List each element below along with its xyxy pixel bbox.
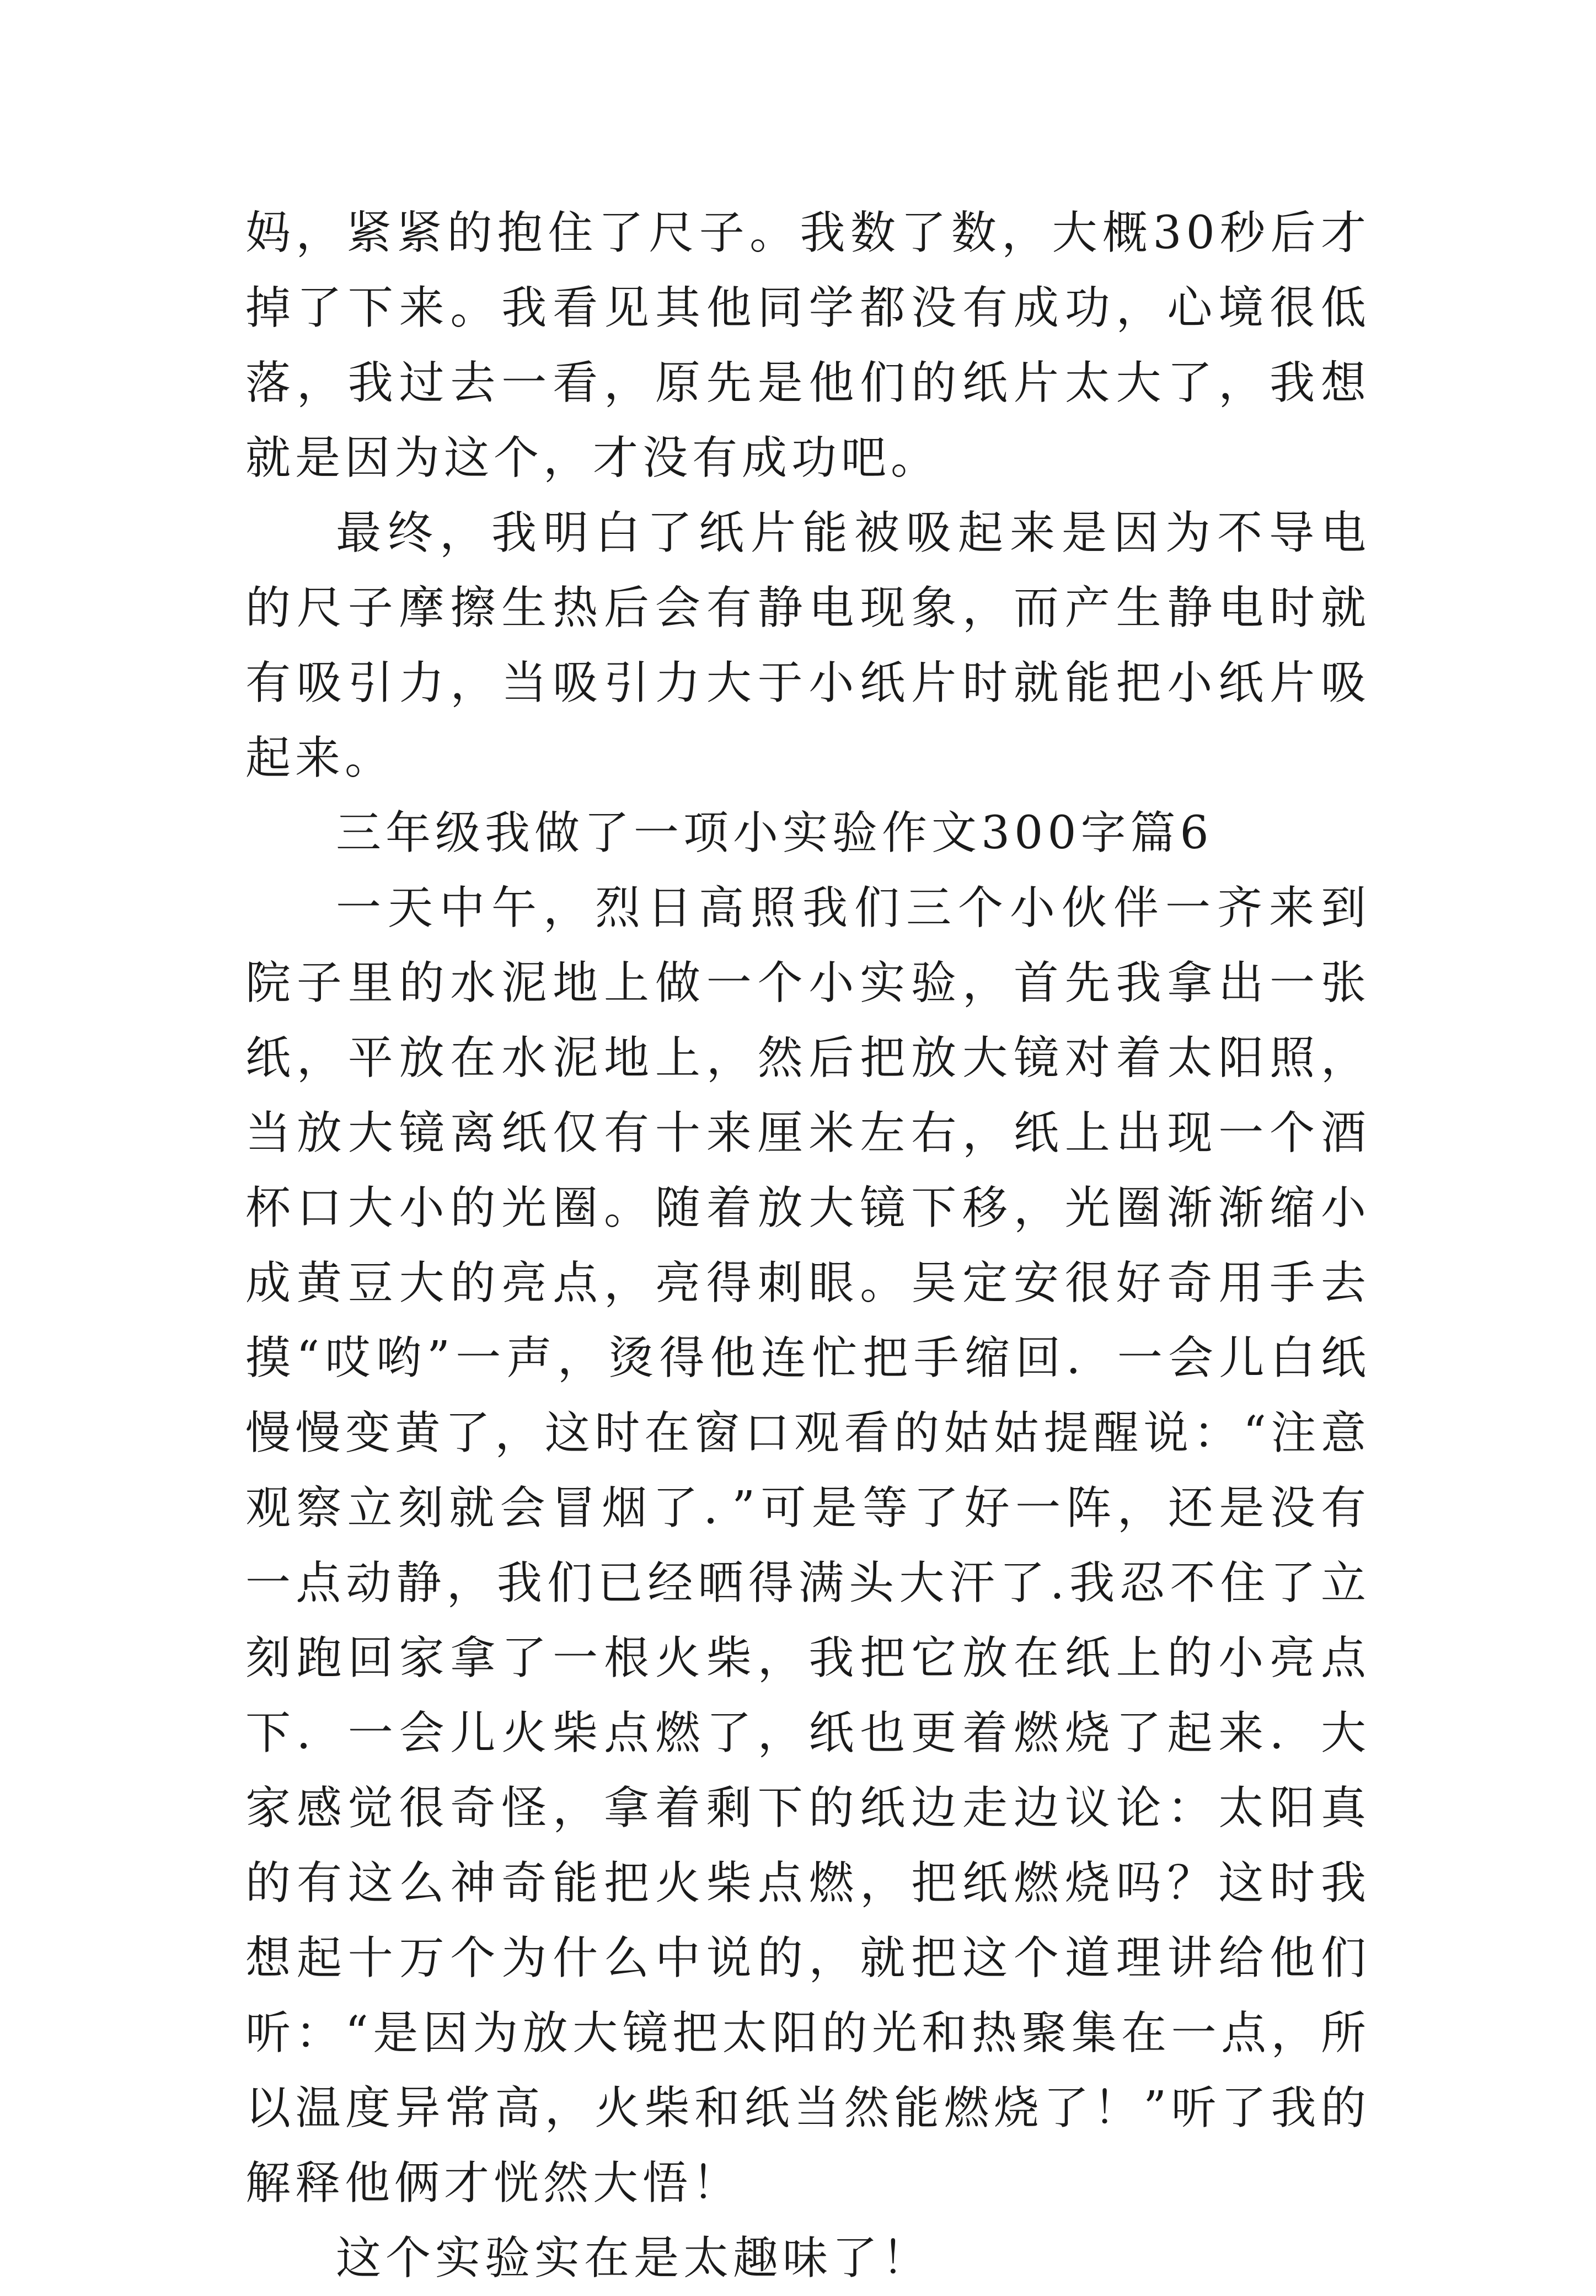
document-body <box>245 196 1370 2296</box>
paragraph-experiment: 一天中午，烈日高照我们三个小伙伴一齐来到院子里的水泥地上做一个小实验，首先我拿出一张纸，平放在水泥地上，然后把放大镜对着太阳照，当放大镜离纸仅有十来厘米左右，纸上出现一个酒杯口大小的光圈。随着放大镜下移，光圈渐渐缩小成黄豆大的亮点，亮得刺眼。吴定安很好奇用手去摸“哎哟”一声，烫得他连忙把手缩回．一会儿白纸慢慢变黄了，这时在窗口观看的姑姑提醒说：“注意观察立刻就会冒烟了．”可是等了好一阵，还是没有一点动静，我们已经晒得满头大汗了.我忍不住了立刻跑回家拿了一根火柴，我把它放在纸上的小亮点下．一会儿火柴点燃了，纸也更着燃烧了起来．大家感觉很奇怪，拿着剩下的纸边走边议论：太阳真的有这么神奇能把火柴点燃，把纸燃烧吗？这时我想起十万个为什么中说的，就把这个道理讲给他们听：“是因为放大镜把太阳的光和热聚集在一点，所以温度异常高，火柴和纸当然能燃烧了！”听了我的解释他俩才恍然大悟！ <box>245 882 1370 2209</box>
section-heading: 三年级我做了一项小实验作文300字篇6 <box>336 807 1213 859</box>
paragraph-conclusion: 最终，我明白了纸片能被吸起来是因为不导电的尺子摩擦生热后会有静电现象，而产生静电时就有吸引力，当吸引力大于小纸片时就能把小纸片吸起来。 <box>245 507 1370 784</box>
paragraph-continuation: 妈，紧紧的抱住了尺子。我数了数，大概30秒后才掉了下来。我看见其他同学都没有成功，心境很低落，我过去一看，原先是他们的纸片太大了，我想就是因为这个，才没有成功吧。 <box>245 207 1370 484</box>
paragraph-closing: 这个实验实在是太趣味了！ <box>336 2232 932 2284</box>
